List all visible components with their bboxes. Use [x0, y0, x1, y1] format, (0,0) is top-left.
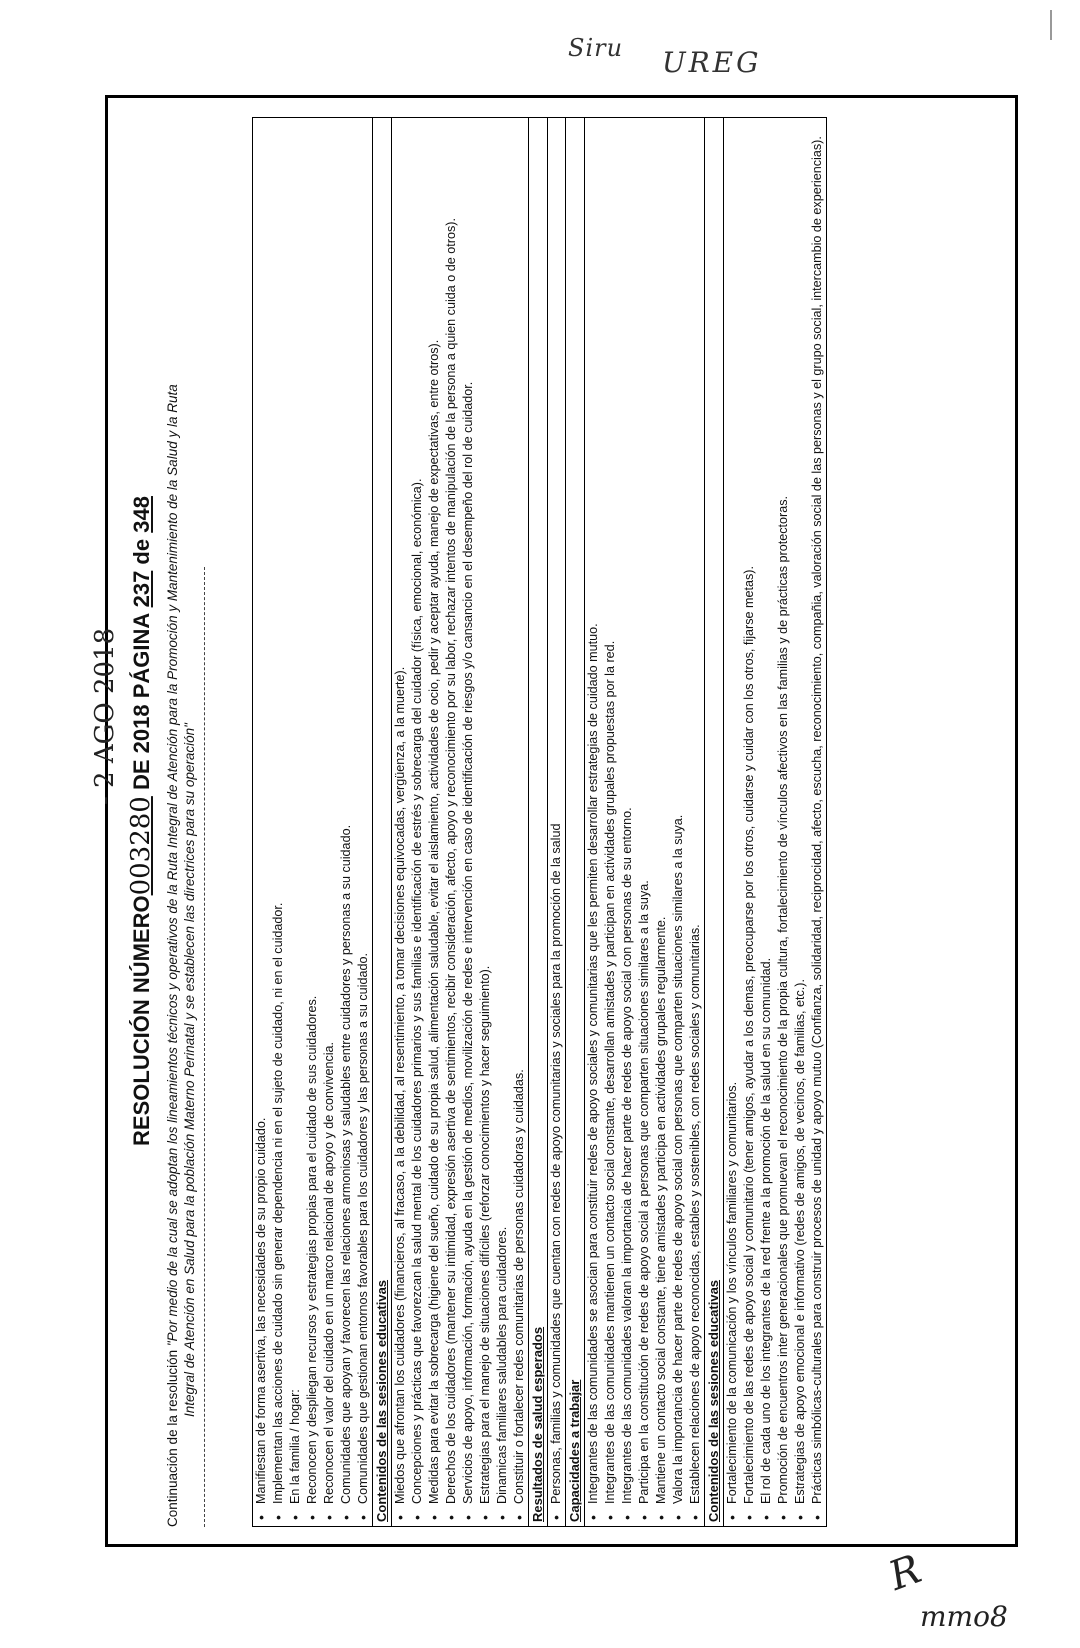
list-item: • Fortalecimiento de la comunicación y los vínculos familiares y comunitarios. [724, 118, 741, 1526]
list-item: • Servicios de apoyo, información, formación, ayuda en la gestión de medios, movilización de redes e intervención en caso de identificación de riesgos y/o cansancio en el desempeño del rol de cuidador. [460, 118, 477, 1526]
signature-initials: R [883, 1546, 928, 1600]
signature-mark: mmo8 [920, 1600, 1008, 1633]
section-2 [529, 118, 566, 1526]
list-item: • Establecen relaciones de apoyo reconocidas, estables y sostenibles, con redes sociales y comunitarias. [687, 118, 704, 1526]
continuation-line-2: Integral de Atención en Salud para la población Materno Perinatal y se establecen las directrices para su operación" [181, 723, 197, 1417]
list-item: • Valora la importancia de hacer parte de redes de apoyo social con personas que comparten situaciones similares a la suya. [670, 118, 687, 1526]
bullet-list [392, 118, 528, 1526]
resolution-number: 003280 [125, 796, 156, 896]
list-item: • Estrategias de apoyo emocional e informativo (redes de amigos, de vecinos, de familias, etc.). [792, 118, 809, 1526]
continuation-line-1: "Por medio de la cual se adoptan los lineamientos técnicos y operativos de la Ruta Integral de Atención para la Promoción y Mantenimiento de la Salud y la Ruta [164, 384, 180, 1347]
rotated-page [89, 97, 1012, 1545]
list-item: • Integrantes de las comunidades mantienen un contacto social constante, desarrollan amistades y participan en actividades grupales propuestas por la red. [602, 118, 619, 1526]
list-item: • Participa en la constitución de redes de apoyo social a personas que comparten situaciones similares a la suya. [636, 118, 653, 1526]
section-3 [566, 118, 705, 1526]
list-item: • Mantiene un contacto social constante, tiene amistades y participa en actividades grupales regularmente. [653, 118, 670, 1526]
separator-line [204, 567, 205, 1527]
section-0 [253, 118, 373, 1526]
continuation-text [164, 117, 198, 1527]
list-item: • Implementan las acciones de cuidado sin generar dependencia ni en el sujeto de cuidado, ni en el cuidador. [270, 118, 287, 1526]
page-number: 237 [128, 570, 154, 608]
document-frame [89, 95, 1018, 1547]
list-item: • Comunidades que gestionan entornos favorables para los cuidadores y las personas a su cuidado. [355, 118, 372, 1526]
list-item: • Manifiestan de forma asertiva, las necesidades de su propio cuidado. [253, 118, 270, 1526]
list-item: • Medidas para evitar la sobrecarga (higiene del sueño, cuidado de su propia salud, alimentación saludable, evitar el aislamiento, actividades de ocio, pedir y aceptar ayuda, manejo de expectativas, entre otros). [426, 118, 443, 1526]
bullet-list [585, 118, 704, 1526]
bullet-list [548, 118, 565, 1526]
list-item: • Fortalecimiento de las redes de apoyo social y comunitario (tener amigos, ayudar a los demas, preocuparse por los otros, cuidarse y cuidar con los otros, fijarse metas). [741, 118, 758, 1526]
section-1 [373, 118, 529, 1526]
handwritten-scribble-right: UREG [662, 46, 762, 79]
of-label: de [128, 538, 154, 565]
list-item: • Reconocen el valor del cuidado en un marco relacional de apoyo y de convivencia. [321, 118, 338, 1526]
list-item: • Integrantes de las comunidades se asocian para constituir redes de apoyo sociales y comunitarias que les permiten desarrollar estrategias de cuidado mutuo. [585, 118, 602, 1526]
list-item: • Derechos de los cuidadores (mantener su intimidad, expresión asertiva de sentimientos, recibir consideración, afecto, apoyo y reconocimiento por su labor, rechazar intentos de manipulación de la persona a quien cuida o de otros). [443, 118, 460, 1526]
list-item: • Promoción de encuentros inter generacionales que promuevan el reconocimiento de la propia cultura, fortalecimiento de vínculos afectivos en las familias y de prácticas protectoras. [775, 118, 792, 1526]
handwritten-scribble-left: Siru [568, 34, 624, 62]
section-4 [705, 118, 827, 1526]
resolution-title [126, 97, 156, 1545]
continuation-prefix: Continuación de la resolución [164, 1349, 180, 1527]
list-item: • Estrategias para el manejo de situaciones difíciles (reforzar conocimientos y hacer seguimiento). [477, 118, 494, 1526]
list-item: • En la familia / hogar: [287, 118, 304, 1526]
section-title: Capacidades a trabajar [566, 118, 585, 1526]
bullet-list [724, 118, 826, 1526]
list-item: • Personas, familias y comunidades que cuentan con redes de apoyo comunitarias y sociales para la promoción de la salud [548, 118, 565, 1526]
resolution-year-page: DE 2018 PÁGINA [128, 613, 154, 791]
list-item: • Concepciones y prácticas que favorezcan la salud mental de los cuidadores primarios y sus familias e identificación de estrés y sobrecarga del cuidador (física, emocional, económica). [409, 118, 426, 1526]
resolution-header [89, 97, 232, 1545]
margin-mark [1050, 10, 1052, 40]
list-item: • Constituir o fortalecer redes comunitarias de personas cuidadoras y cuidadas. [511, 118, 528, 1526]
list-item: • Prácticas simbólicas-culturales para construir procesos de unidad y apoyo mutuo (Confianza, solidaridad, reciprocidad, afecto, escucha, reconocimiento, compañia, valoración social de las personas y el grupo social, intercambio de experiencias). [809, 118, 826, 1526]
section-title: Contenidos de las sesiones educativas [705, 118, 724, 1526]
bullet-list [253, 118, 372, 1526]
section-title: Resultados de salud esperados [529, 118, 548, 1526]
handwritten-date: - 2 AGO 2018 [89, 627, 120, 805]
list-item: • Integrantes de las comunidades valoran la importancia de hacer parte de redes de apoyo social con personas de su entorno. [619, 118, 636, 1526]
content-table [252, 117, 827, 1527]
list-item: • El rol de cada uno de los integrantes de la red frente a la promoción de la salud en su comunidad. [758, 118, 775, 1526]
resolution-prefix: RESOLUCIÓN NÚMERO [128, 895, 154, 1146]
section-title: Contenidos de las sesiones educativas [373, 118, 392, 1526]
list-item: • Miedos que afrontan los cuidadores (financieros, al fracaso, a la debilidad, al resentimiento, a tomar decisiones equivocadas, vergüenza, a la muerte). [392, 118, 409, 1526]
list-item: • Comunidades que apoyan y favorecen las relaciones armoniosas y saludables entre cuidadores y personas a su cuidado. [338, 118, 355, 1526]
list-item: • Reconocen y despliegan recursos y estrategias propias para el cuidado de sus cuidadores. [304, 118, 321, 1526]
total-pages: 348 [128, 496, 154, 533]
list-item: • Dinamicas familiares saludables para cuidadores. [494, 118, 511, 1526]
